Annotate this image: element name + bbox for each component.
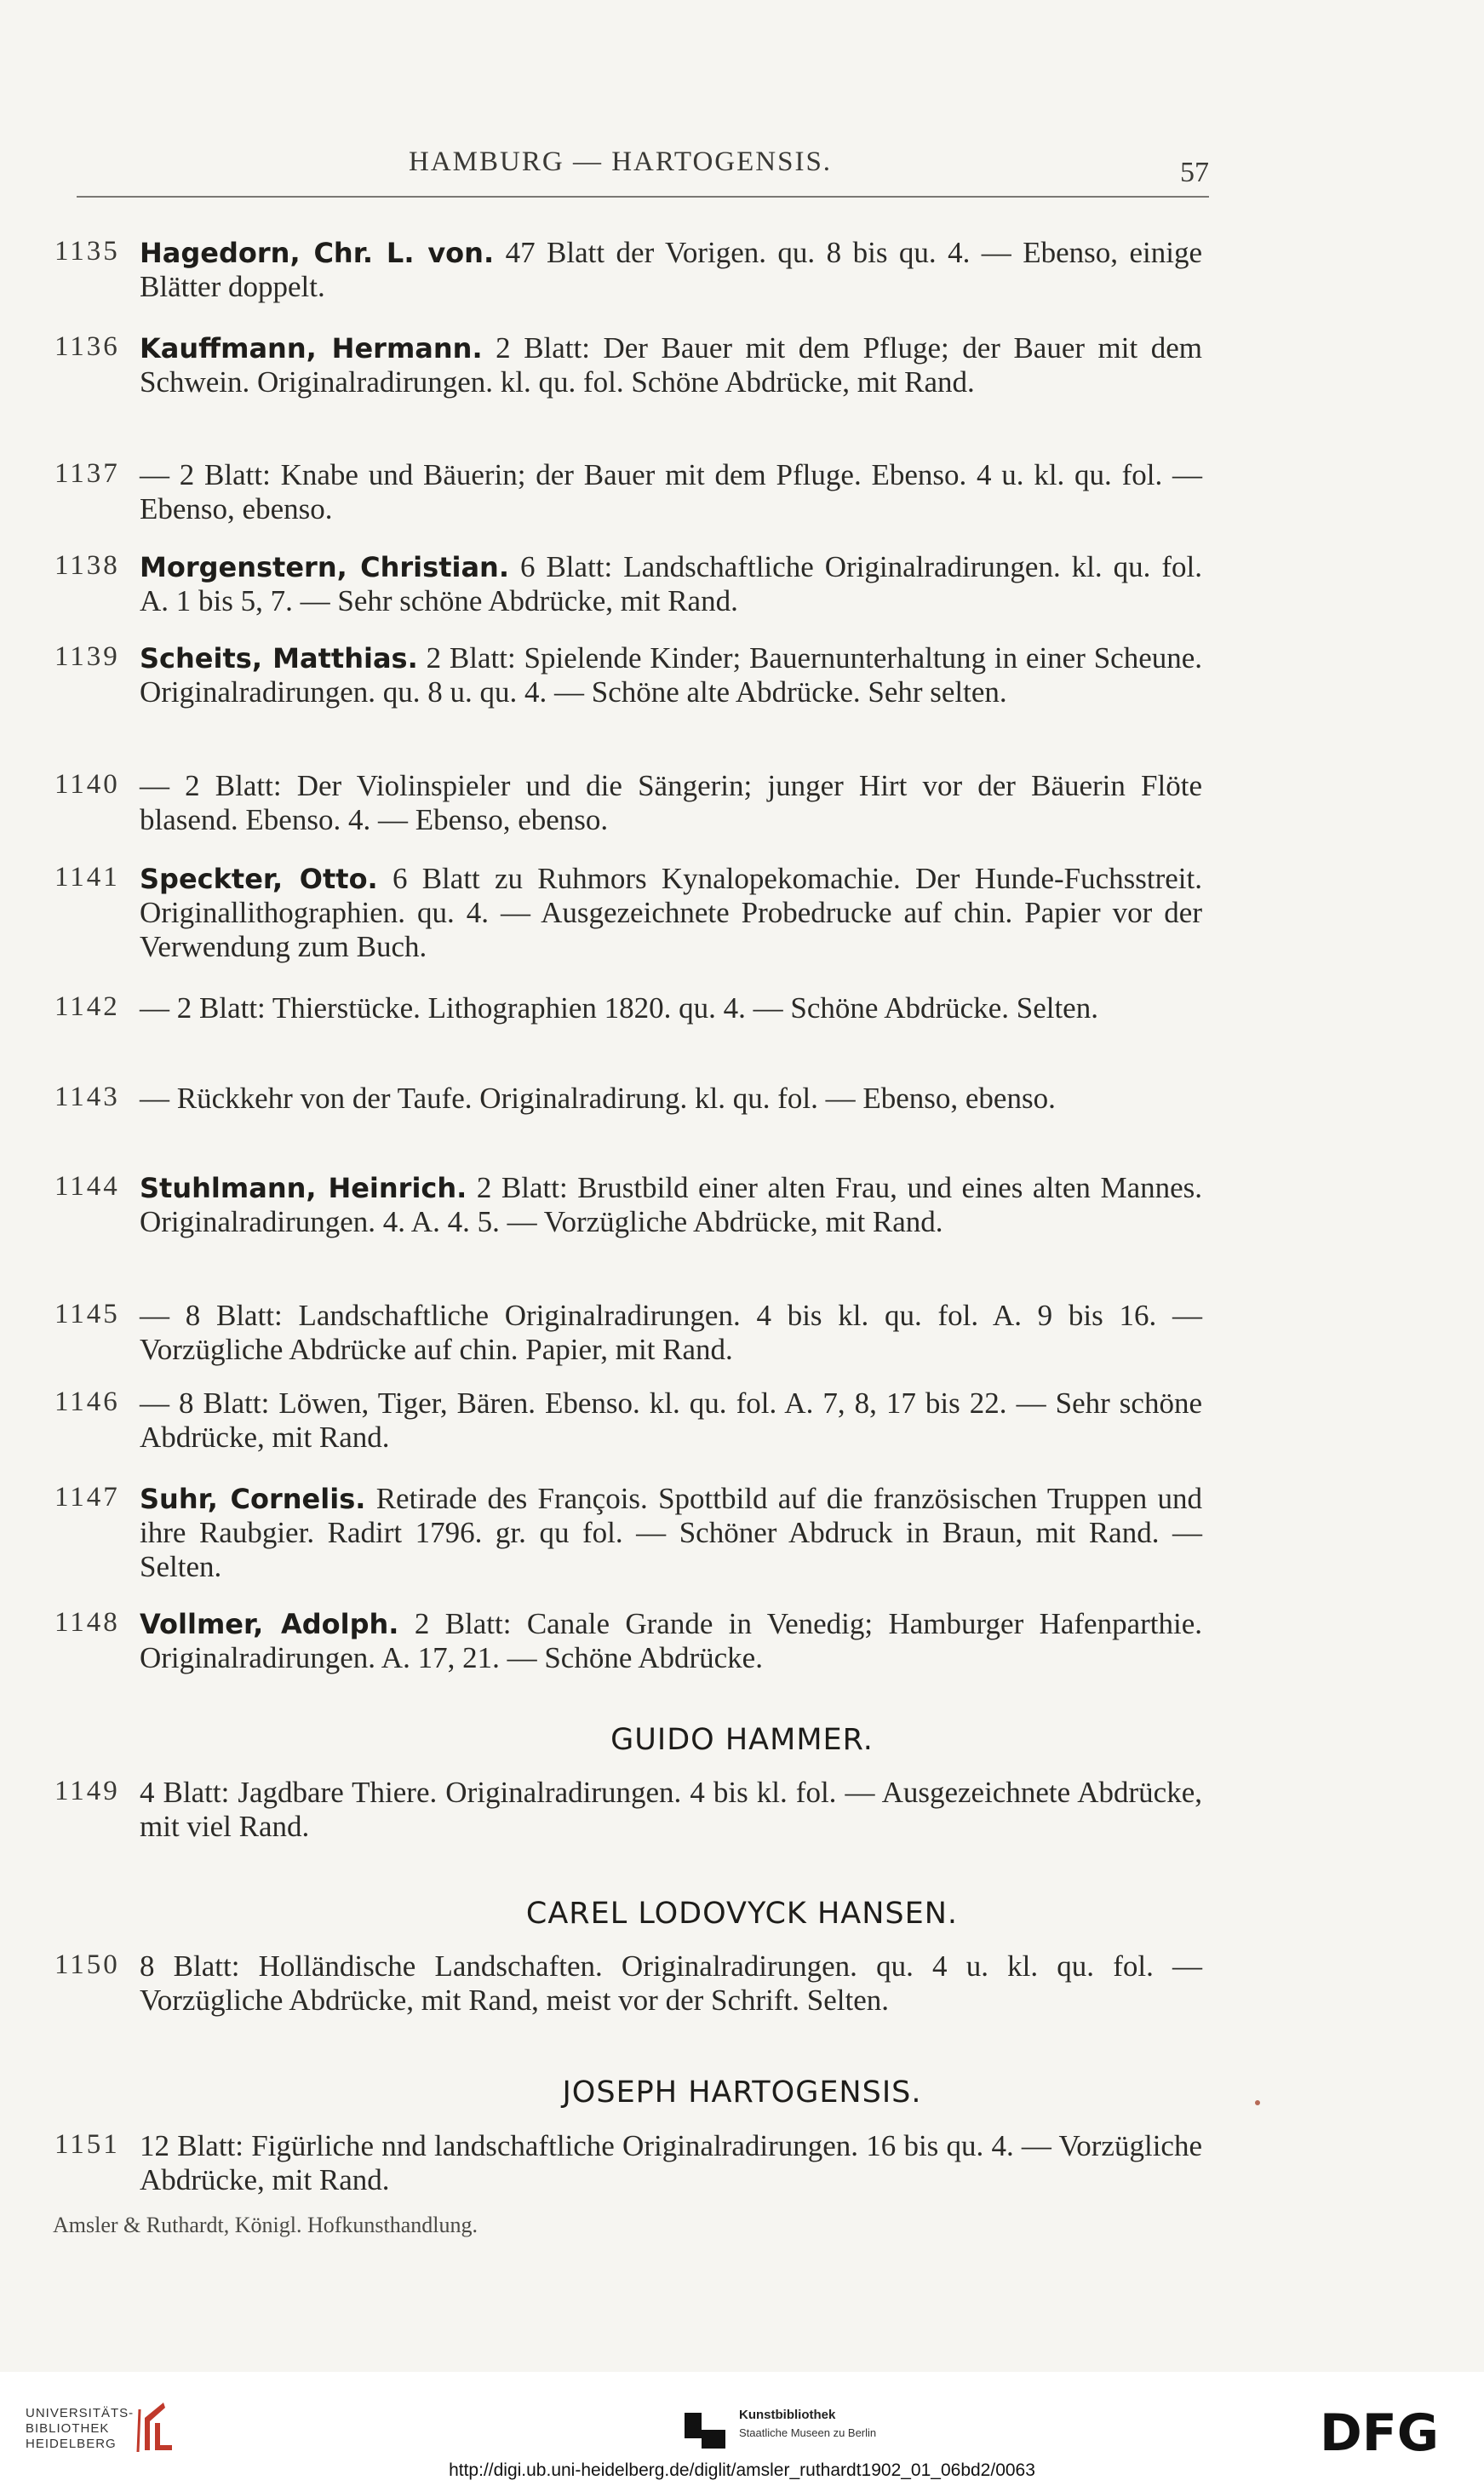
entry-text: 4 Blatt: Jagdbare Thiere. Originalradirungen. 4 bis kl. fol. — Ausgezeichnete Abdrücke, mit viel Rand.	[140, 1776, 1202, 1843]
entry-text: — Rückkehr von der Taufe. Originalradirung. kl. qu. fol. — Ebenso, ebenso.	[140, 1082, 1056, 1115]
artist-name: Hagedorn, Chr. L. von.	[140, 237, 495, 269]
university-library-text: UNIVERSITÄTS- BIBLIOTHEK HEIDELBERG	[26, 2406, 135, 2451]
entry-text: 6 Blatt: Landschaftliche Originalradirungen. kl. qu. fol. A. 1 bis 5, 7. — Sehr schöne Abdrücke, mit Rand.	[140, 550, 1203, 617]
publisher-line: Amsler & Ruthardt, Königl. Hofkunsthandlung.	[53, 2213, 478, 2237]
artist-name: Stuhlmann, Heinrich.	[140, 1172, 467, 1204]
entry-text: — 8 Blatt: Landschaftliche Originalradirungen. 4 bis kl. qu. fol. A. 9 bis 16. — Vorzügliche Abdrücke auf chin. Papier, mit Rand.	[140, 1299, 1202, 1366]
entry-text: — 2 Blatt: Der Violinspieler und die Sängerin; junger Hirt vor der Bäuerin Flöte blasend. Ebenso. 4. — Ebenso, ebenso.	[140, 769, 1202, 836]
section-heading: CAREL LODOVYCK HANSEN.	[525, 1897, 959, 1931]
entry-text: 2 Blatt: Canale Grande in Venedig; Hamburger Hafenparthie. Originalradirungen. A. 17, 21. — Schöne Abdrücke.	[140, 1607, 1203, 1674]
entry-text: 8 Blatt: Holländische Landschaften. Originalradirungen. qu. 4 u. kl. qu. fol. — Vorzügliche Abdrücke, mit Rand, meist vor der Schrift. Selten.	[140, 1949, 1202, 2017]
entry-text: 12 Blatt: Figürliche nnd landschaftliche Originalradirungen. 16 bis qu. 4. — Vorzügliche Abdrücke, mit Rand.	[140, 2129, 1202, 2196]
lot-number: 1138	[54, 550, 120, 581]
lot-number: 1146	[54, 1387, 120, 1417]
lot-number: 1150	[54, 1949, 120, 1980]
lot-number: 1147	[54, 1482, 120, 1513]
page-header	[77, 136, 1209, 198]
lot-number: 1151	[54, 2129, 120, 2160]
lot-number: 1137	[54, 458, 120, 489]
library-subtitle: Staatliche Museen zu Berlin	[739, 2426, 877, 2439]
stain-mark	[1255, 2100, 1260, 2105]
lot-number: 1139	[54, 641, 120, 672]
lot-number: 1144	[54, 1171, 120, 1202]
library-name: Kunstbibliothek	[739, 2408, 836, 2422]
lot-number: 1140	[54, 769, 120, 800]
page-number: 57	[1180, 157, 1209, 188]
svg-text:DFG: DFG	[1320, 2404, 1440, 2455]
entry-text: — 2 Blatt: Thierstücke. Lithographien 1820. qu. 4. — Schöne Abdrücke. Selten.	[140, 991, 1098, 1025]
artist-name: Scheits, Matthias.	[140, 642, 418, 675]
permalink-url[interactable]: http://digi.ub.uni-heidelberg.de/diglit/amsler_ruthardt1902_01_06bd2/0063	[449, 2460, 1035, 2480]
lot-number: 1135	[54, 236, 120, 267]
entry-text: Retirade des François. Spottbild auf die französischen Truppen und ihre Raubgier. Radirt 1796. gr. qu fol. — Schöner Abdruck in Braun, mit Rand. — Selten.	[140, 1482, 1202, 1583]
entry-text: 47 Blatt der Vorigen. qu. 8 bis qu. 4. — Ebenso, einige Blätter doppelt.	[140, 236, 1203, 303]
lot-number: 1141	[54, 862, 120, 893]
section-heading: GUIDO HAMMER.	[610, 1723, 874, 1757]
lot-number: 1149	[54, 1776, 120, 1806]
lot-number: 1136	[54, 331, 120, 362]
kunstbibliothek-logo-icon	[679, 2404, 731, 2455]
section-heading: JOSEPH HARTOGENSIS.	[562, 2075, 922, 2110]
entry-text: 2 Blatt: Spielende Kinder; Bauernunterhaltung in einer Scheune. Originalradirungen. qu. 8 u. qu. 4. — Schöne alte Abdrücke. Sehr selten.	[140, 641, 1203, 709]
entry-text: — 2 Blatt: Knabe und Bäuerin; der Bauer mit dem Pfluge. Ebenso. 4 u. kl. qu. fol. — Ebenso, ebenso.	[140, 458, 1202, 525]
lot-number: 1145	[54, 1299, 120, 1329]
lot-number: 1142	[54, 991, 120, 1022]
artist-name: Speckter, Otto.	[140, 863, 378, 895]
entry-text: 2 Blatt: Der Bauer mit dem Pfluge; der Bauer mit dem Schwein. Originalradirungen. kl. qu. fol. Schöne Abdrücke, mit Rand.	[140, 331, 1203, 399]
artist-name: Morgenstern, Christian.	[140, 551, 509, 583]
lot-number: 1148	[54, 1607, 120, 1638]
entry-text: 2 Blatt: Brustbild einer alten Frau, und eines alten Mannes. Originalradirungen. 4. A. 4. 5. — Vorzügliche Abdrücke, mit Rand.	[140, 1171, 1203, 1238]
lot-number: 1143	[54, 1082, 120, 1112]
dfg-logo-icon	[1318, 2404, 1470, 2455]
digitization-footer	[0, 2372, 1484, 2486]
artist-name: Suhr, Cornelis.	[140, 1483, 366, 1515]
artist-name: Kauffmann, Hermann.	[140, 332, 483, 365]
entry-text: — 8 Blatt: Löwen, Tiger, Bären. Ebenso. kl. qu. fol. A. 7, 8, 17 bis 22. — Sehr schöne Abdrücke, mit Rand.	[140, 1387, 1202, 1454]
university-seal-icon	[129, 2397, 180, 2457]
artist-name: Vollmer, Adolph.	[140, 1608, 399, 1640]
entry-text: 6 Blatt zu Ruhmors Kynalopekomachie. Der Hunde-Fuchsstreit. Originallithographien. qu. 4. — Ausgezeichnete Probedrucke auf chin. Papier vor der Verwendung zum Buch.	[140, 862, 1203, 963]
running-title: HAMBURG — HARTOGENSIS.	[409, 146, 833, 177]
